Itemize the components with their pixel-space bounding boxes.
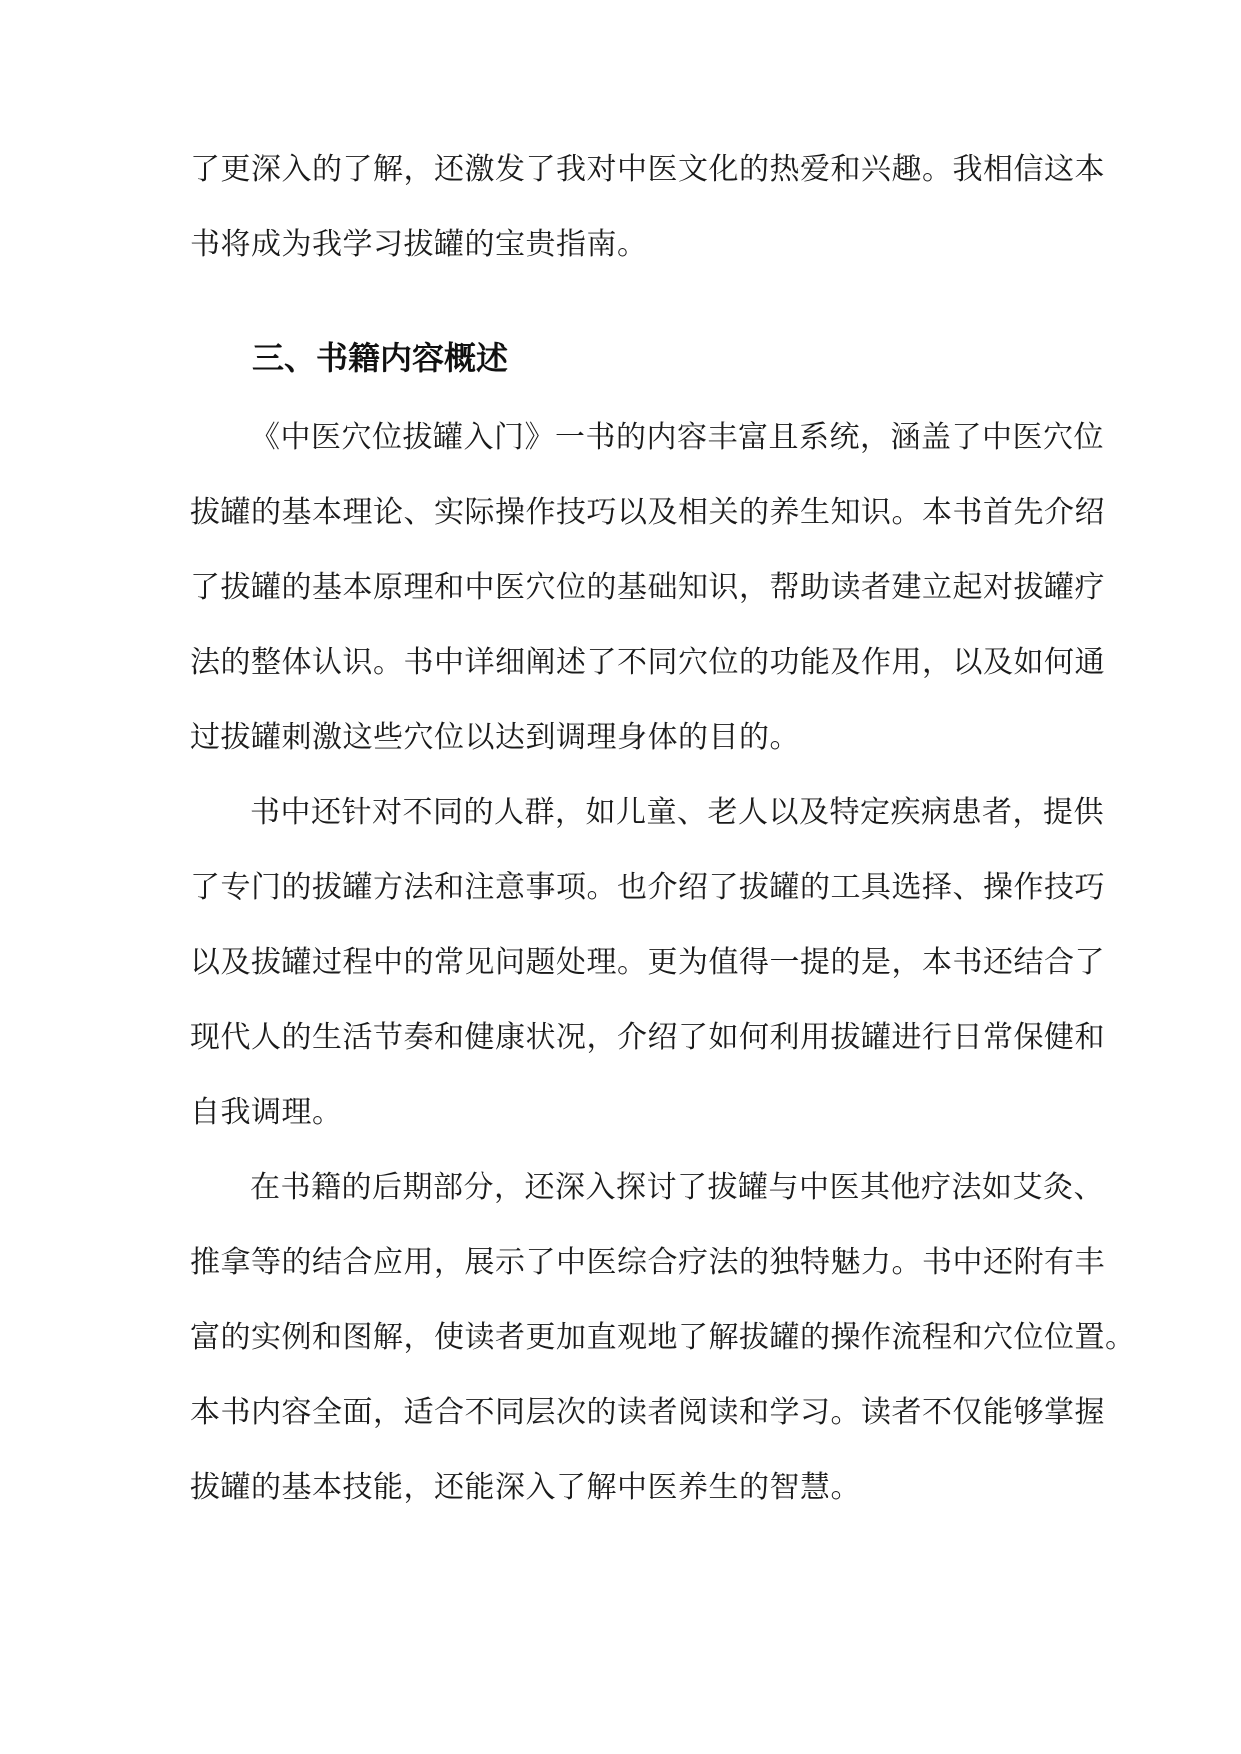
- paragraph-2-line-3: 以及拔罐过程中的常见问题处理。更为值得一提的是，本书还结合了: [190, 945, 1105, 980]
- paragraph-3-line-3: 富的实例和图解，使读者更加直观地了解拔罐的操作流程和穴位位置。: [190, 1320, 1136, 1355]
- paragraph-3-line-2: 推拿等的结合应用，展示了中医综合疗法的独特魅力。书中还附有丰: [190, 1245, 1105, 1280]
- paragraph-2-line-4: 现代人的生活节奏和健康状况，介绍了如何利用拔罐进行日常保健和: [190, 1020, 1105, 1055]
- section-heading: 三、书籍内容概述: [252, 339, 509, 377]
- paragraph-2-line-2: 了专门的拔罐方法和注意事项。也介绍了拔罐的工具选择、操作技巧: [190, 870, 1105, 905]
- text-line: 了更深入的了解，还激发了我对中医文化的热爱和兴趣。我相信这本: [190, 152, 1105, 187]
- paragraph-1-line-4: 法的整体认识。书中详细阐述了不同穴位的功能及作用，以及如何通: [190, 645, 1105, 680]
- paragraph-2-line-1: 书中还针对不同的人群，如儿童、老人以及特定疾病患者，提供: [250, 795, 1104, 830]
- paragraph-3-line-5: 拔罐的基本技能，还能深入了解中医养生的智慧。: [190, 1470, 861, 1505]
- paragraph-3-line-1: 在书籍的后期部分，还深入探讨了拔罐与中医其他疗法如艾灸、: [250, 1170, 1104, 1205]
- paragraph-1-line-2: 拔罐的基本理论、实际操作技巧以及相关的养生知识。本书首先介绍: [190, 495, 1105, 530]
- paragraph-2-line-5: 自我调理。: [190, 1095, 343, 1130]
- paragraph-1-line-1: 《中医穴位拔罐入门》一书的内容丰富且系统，涵盖了中医穴位: [250, 420, 1104, 455]
- text-line: 书将成为我学习拔罐的宝贵指南。: [190, 227, 648, 262]
- paragraph-1-line-5: 过拔罐刺激这些穴位以达到调理身体的目的。: [190, 720, 800, 755]
- paragraph-3-line-4: 本书内容全面，适合不同层次的读者阅读和学习。读者不仅能够掌握: [190, 1395, 1105, 1430]
- paragraph-1-line-3: 了拔罐的基本原理和中医穴位的基础知识，帮助读者建立起对拔罐疗: [190, 570, 1105, 605]
